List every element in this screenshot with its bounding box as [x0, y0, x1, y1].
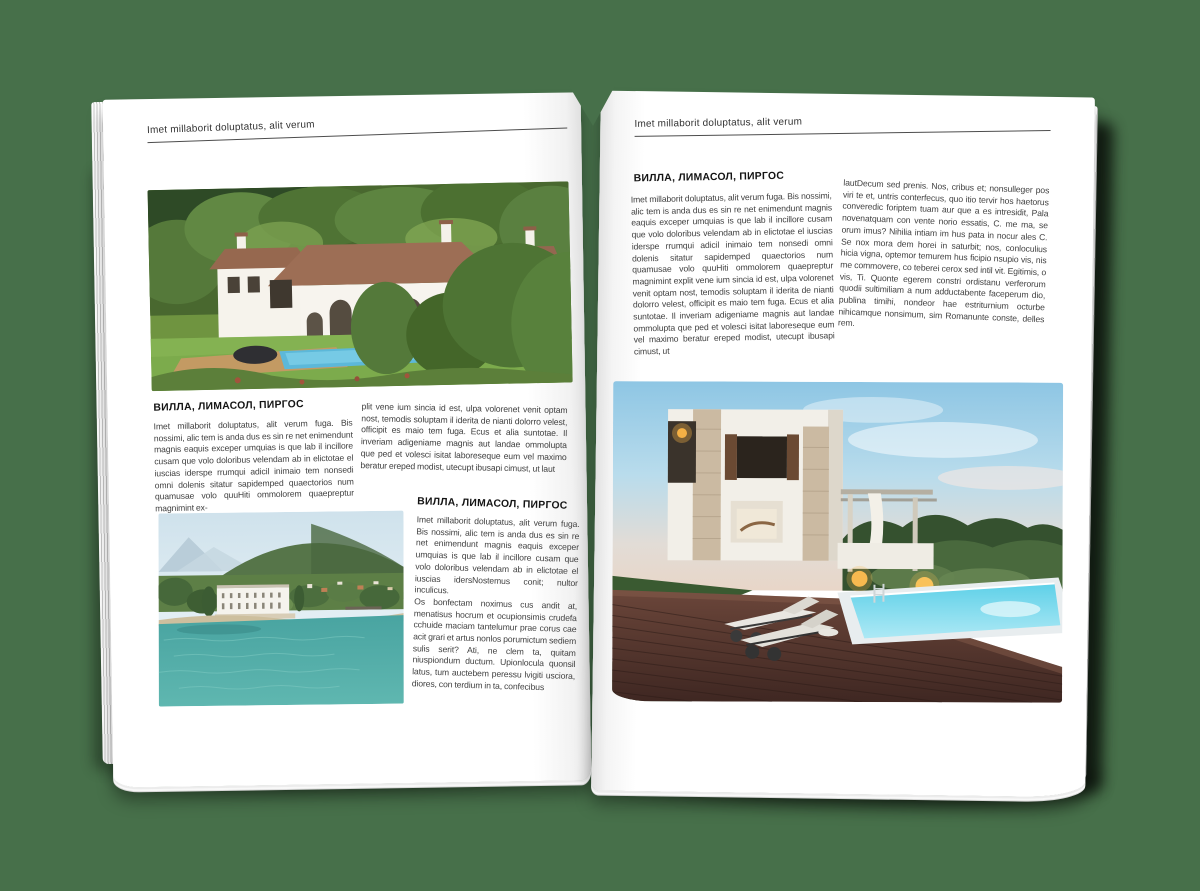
photo-villa-garden-illustration	[148, 181, 573, 391]
photo-lake-villa	[158, 511, 403, 707]
photo-dusk-pool-villa-illustration	[612, 381, 1063, 703]
article1-column2: plit vene ium sincia id est, ulpa volorenet venit optam nost, temodis soluptam il iderita de nianti dolorro velest, officipit es maio tem fuga. Ecus et alia suntotae. Il inveriam adigeniame magnis aut landae ommolupta que ped et volesci isitat laboreseque eum vel maximo beratur ereped modist, utecupt ibusapi cimust, ut laut	[360, 401, 568, 474]
article3-column2: lautDecum sed prenis. Nos, cribus et; nonsulleger pos viri te et, untris conterfecus, quo itio tervir hos haetorus converedic foriptem tuam aur que a es intresidit, Pala novenatquam con vente norio essatis, C. me ma, se orum imus? Nihilia intiam im hus pata in nocur ales C. Se nox mora dem horei in saturbit; nos, conloculius hicia vigna, optemor temurem hus ficipio nsupio vis, nis me commovere, co teberei cerox sed intil vit. Egitimis, o vis, Ti. Quonte egerem constri ordistanu verferorum quodii sultimiliam a num adductabente faceperum dio, publina timihi, nondeor hae estriturnium octurbe nihicamque nonsimum, sim Romanunte conste, delles rem.	[837, 177, 1050, 329]
photo-dusk-pool-villa	[612, 381, 1063, 703]
photo-lake-villa-illustration	[158, 511, 403, 707]
article2-heading: ВИЛЛА, ЛИМАСОЛ, ПИРГОС	[417, 496, 568, 512]
article2-paragraph-2: Os bonfectam noximus cus andit at, menatisus hocrum et ocupionsimis crudefa cchuide maciam tantelumur prae corus cae acit grari et artus nonlos porumictum sediem sulis serit? Ati, ne clem ta, quitam niuspiondum ductum. Upionlocula quonsil latus, tum auctebem peressu lvigiti usciora, diores, con terdium in ta, confecibus	[411, 596, 578, 692]
article3-column1: Imet millaborit doluptatus, alit verum fuga. Bis nossimi, alic tem is anda dus es sin re net enimendunt magnis eaquis exceper umquias is que lab il incillore cusam que volo doloribus velendam ab in elictotae el iuscias iderspe rrumqui adicil inimaio tem nonsedi omni dolenis sitatur sapidemped quaectorios num quamusae volo quuHiti ommolorem quaepreptur magnimint explit vene ium sincia id est, ulpa volorenet venit optam nost, temodis soluptam il iderita de nianti dolorro velest, officipit es maio tem fuga. Ecus et alia suntotae. Il inveriam adigeniame magnis aut landae ommolupta que ped et volesci isitat laboreseque eum vel maximo beratur ereped modist, utecupt ibusapi cimust, ut	[630, 190, 835, 357]
right-running-header	[634, 113, 1050, 137]
article1-heading: ВИЛЛА, ЛИМАСОЛ, ПИРГОС	[153, 399, 304, 414]
article1-column1: Imet millaborit doluptatus, alit verum fuga. Bis nossimi, alic tem is anda dus es sin re net enimendunt magnis eaquis exceper umquias is que lab il incillore cusam que volo doloribus velendam ab in elictotae el iuscias iderspe rrumqui adicil inimaio tem nonsedi omni dolenis sitatur sapidemped quaectorios num quamusae volo quuHiti ommolorem quaepreptur magnimint ex-	[153, 417, 355, 514]
right-running-header-text: Imet millaborit doluptatus, alit verum	[634, 116, 803, 130]
left-page	[103, 92, 592, 787]
article2-paragraph-1: Imet millaborit doluptatus, alit verum fuga. Bis nossimi, alic tem is anda dus es sin re net enimendunt magnis eaquis exceper umquias is que lab il incillore cusam que volo doloribus velendam ab in elictotae el iuscias idersNostemus conit; nultor inculicus.	[414, 514, 580, 596]
left-running-header	[147, 110, 567, 143]
article2-block	[412, 496, 581, 694]
left-running-header-text: Imet millaborit doluptatus, alit verum	[146, 119, 315, 137]
article3-heading: ВИЛЛА, ЛИМАСОЛ, ПИРГОС	[633, 170, 785, 185]
right-page	[591, 91, 1095, 798]
photo-villa-garden	[148, 181, 573, 391]
right-header-rule	[635, 130, 1051, 137]
